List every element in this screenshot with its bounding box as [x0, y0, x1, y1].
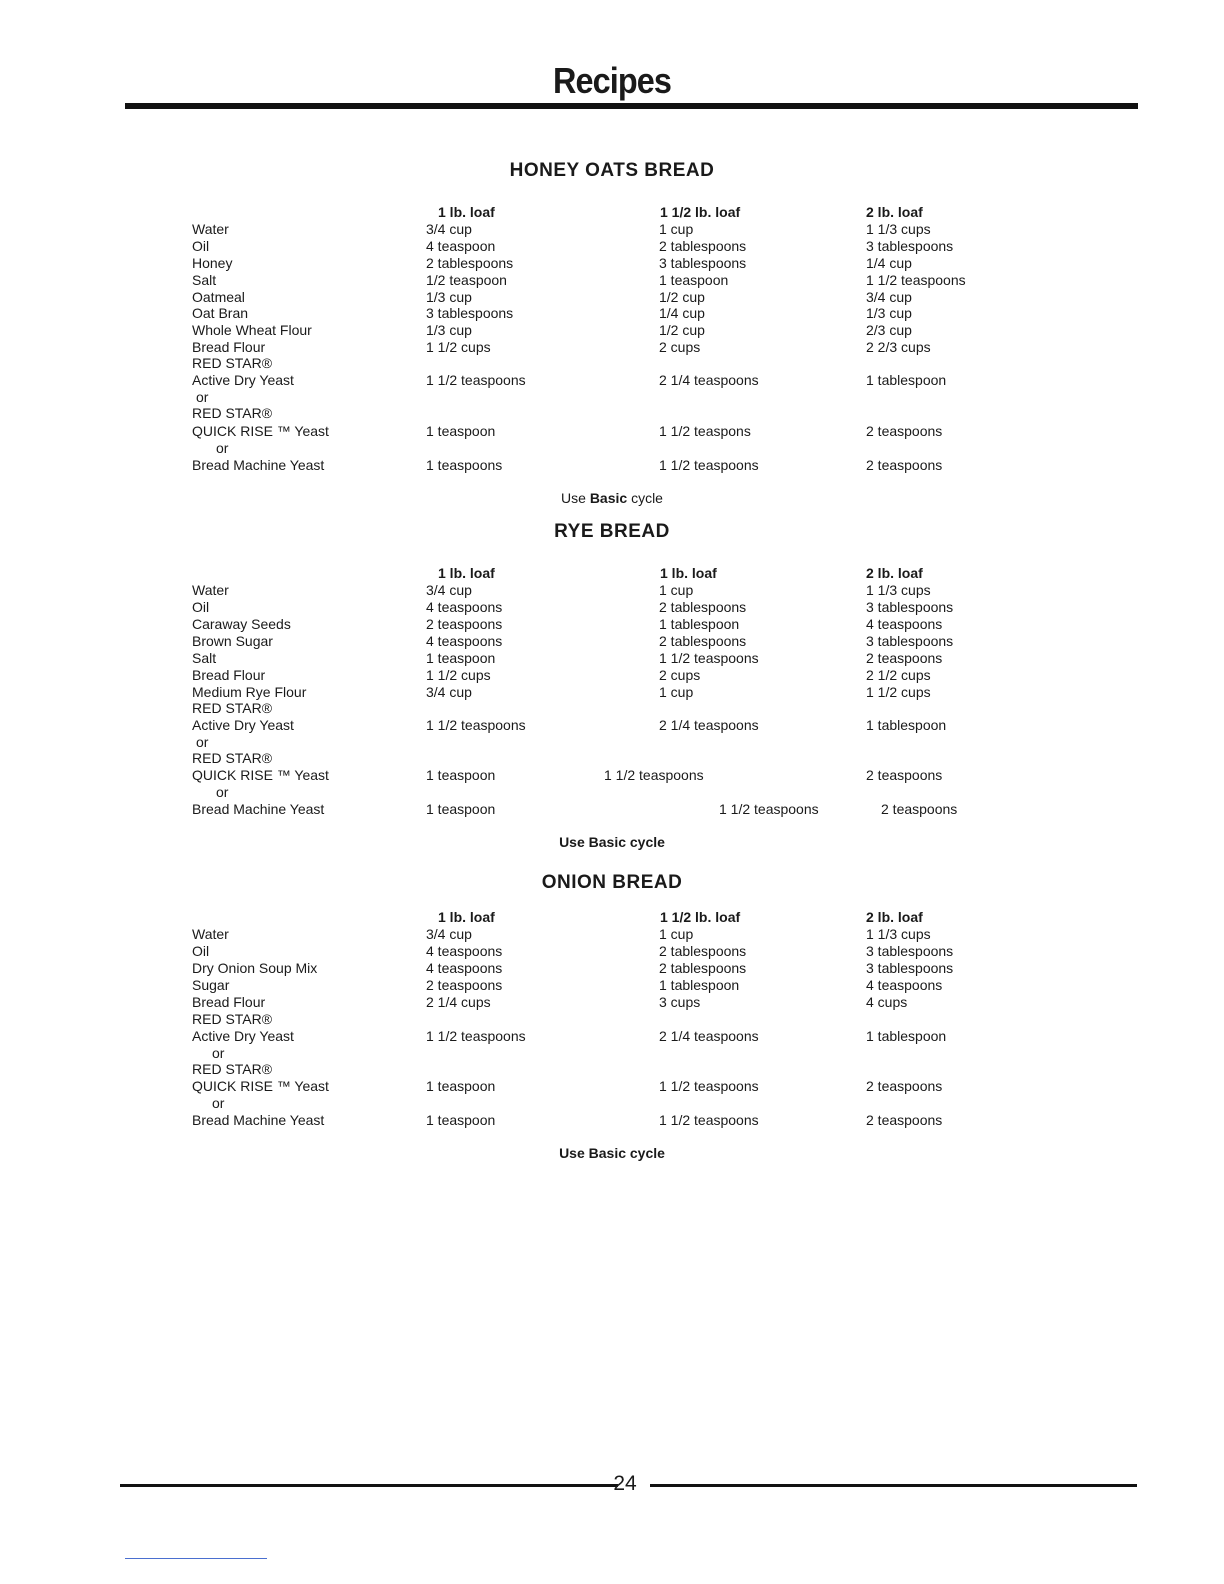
amount-mid: 2 tablespoons [659, 599, 747, 615]
amount-mid: 1 1/2 teaspoons [659, 1078, 759, 1094]
table-row [0, 767, 1224, 784]
amount-1lb: 1 1/2 cups [426, 339, 491, 355]
amount-2lb: 2 teaspoons [866, 767, 943, 783]
amount-mid: 1 tablespoon [659, 616, 740, 632]
ingredient-name: or [216, 784, 229, 800]
ingredient-name: Brown Sugar [192, 633, 273, 649]
amount-mid: 1/4 cup [659, 305, 705, 321]
amount-1lb: 1 1/2 teaspoons [426, 717, 526, 733]
amount-2lb: 2 teaspoons [866, 423, 943, 439]
amount-1lb: 2 teaspoons [426, 977, 503, 993]
ingredient-name: or [216, 440, 229, 456]
table-row [0, 667, 1224, 684]
amount-2lb: 2 teaspoons [866, 457, 943, 473]
amount-1lb: 1/3 cup [426, 289, 472, 305]
table-row [0, 372, 1224, 389]
amount-mid: 2 tablespoons [659, 960, 747, 976]
amount-1lb: 1 teaspoon [426, 1078, 496, 1094]
table-row [0, 784, 1224, 801]
amount-mid: 2 cups [659, 339, 701, 355]
cycle-note [0, 490, 1224, 506]
amount-2lb: 4 cups [866, 994, 908, 1010]
ingredient-name: RED STAR® [192, 700, 273, 716]
amount-1lb: 1 teaspoon [426, 650, 496, 666]
ingredient-name: RED STAR® [192, 405, 273, 421]
amount-mid: 1 1/2 teaspoons [719, 801, 819, 817]
amount-1lb: 1 teaspoons [426, 457, 503, 473]
amount-2lb: 3 tablespoons [866, 943, 954, 959]
ingredient-name: Salt [192, 272, 217, 288]
ingredient-name: Medium Rye Flour [192, 684, 307, 700]
table-row [0, 943, 1224, 960]
table-row [0, 355, 1224, 372]
ingredient-name: or [212, 1045, 225, 1061]
column-header: 1 lb. loaf [438, 909, 495, 925]
table-row [0, 994, 1224, 1011]
amount-mid: 2 1/4 teaspoons [659, 717, 759, 733]
column-header: 1 1/2 lb. loaf [660, 909, 741, 925]
amount-1lb: 1/2 teaspoon [426, 272, 507, 288]
ingredient-name: Oil [192, 599, 210, 615]
ingredient-name: Water [192, 582, 229, 598]
ingredient-name: Oatmeal [192, 289, 245, 305]
amount-2lb: 3 tablespoons [866, 633, 954, 649]
amount-2lb: 2 teaspoons [866, 650, 943, 666]
amount-1lb: 4 teaspoons [426, 960, 503, 976]
ingredient-name: Whole Wheat Flour [192, 322, 312, 338]
amount-1lb: 1 teaspoon [426, 423, 496, 439]
table-row [0, 322, 1224, 339]
amount-1lb: 2 tablespoons [426, 255, 514, 271]
ingredient-name: or [196, 389, 209, 405]
amount-1lb: 3/4 cup [426, 684, 472, 700]
table-row [0, 339, 1224, 356]
amount-2lb: 2 teaspoons [866, 1078, 943, 1094]
ingredient-name: Oat Bran [192, 305, 249, 321]
table-row [0, 272, 1224, 289]
table-row [0, 1045, 1224, 1062]
column-header: 1 lb. loaf [438, 204, 495, 220]
table-row [0, 305, 1224, 322]
amount-2lb: 3/4 cup [866, 289, 912, 305]
page-title: Recipes [553, 60, 671, 101]
recipe-title-honey-oats: HONEY OATS BREAD [509, 160, 715, 181]
table-header-row [0, 565, 1224, 582]
ingredient-name: Oil [192, 943, 210, 959]
table-row [0, 633, 1224, 650]
ingredient-name: or [212, 1095, 225, 1111]
amount-2lb: 1 tablespoon [866, 372, 947, 388]
ingredient-name: Active Dry Yeast [192, 717, 294, 733]
amount-mid: 1 cup [659, 684, 694, 700]
recipe-title-onion: ONION BREAD [541, 872, 683, 893]
amount-mid: 3 cups [659, 994, 701, 1010]
amount-2lb: 1 1/2 cups [866, 684, 931, 700]
amount-2lb: 4 teaspoons [866, 616, 943, 632]
amount-2lb: 2 teaspoons [866, 1112, 943, 1128]
amount-mid: 1/2 cup [659, 322, 705, 338]
ingredient-name: RED STAR® [192, 750, 273, 766]
amount-2lb: 3 tablespoons [866, 599, 954, 615]
ingredient-name: Active Dry Yeast [192, 1028, 294, 1044]
amount-1lb: 3 tablespoons [426, 305, 514, 321]
column-header: 1 lb. loaf [660, 565, 717, 581]
amount-1lb: 4 teaspoons [426, 633, 503, 649]
amount-2lb: 1 1/3 cups [866, 926, 931, 942]
table-row [0, 238, 1224, 255]
amount-mid: 1 1/2 teaspoons [659, 457, 759, 473]
table-row [0, 255, 1224, 272]
ingredient-name: RED STAR® [192, 355, 273, 371]
table-row [0, 801, 1224, 818]
amount-1lb: 4 teaspoons [426, 599, 503, 615]
table-row [0, 1061, 1224, 1078]
amount-mid: 1 1/2 teaspoons [659, 1112, 759, 1128]
ingredient-name: Salt [192, 650, 217, 666]
column-header: 2 lb. loaf [866, 204, 923, 220]
ingredient-name: or [196, 734, 209, 750]
ingredient-name: Caraway Seeds [192, 616, 291, 632]
ingredient-name: Water [192, 926, 229, 942]
ingredient-name: Oil [192, 238, 210, 254]
amount-mid: 1 1/2 teaspoons [659, 650, 759, 666]
title-rule [125, 103, 1138, 109]
ingredient-name: Bread Machine Yeast [192, 801, 325, 817]
ingredient-name: Bread Machine Yeast [192, 1112, 325, 1128]
ingredient-name: Bread Flour [192, 667, 266, 683]
amount-2lb: 1/3 cup [866, 305, 912, 321]
cycle-name: Basic [589, 490, 628, 506]
column-header: 2 lb. loaf [866, 565, 923, 581]
amount-1lb: 1 1/2 teaspoons [426, 1028, 526, 1044]
column-header: 1 1/2 lb. loaf [660, 204, 741, 220]
table-row [0, 616, 1224, 633]
page-number: 24 [613, 1472, 637, 1495]
table-row [0, 1028, 1224, 1045]
ingredient-name: QUICK RISE ™ Yeast [192, 423, 329, 439]
amount-mid: 2 cups [659, 667, 701, 683]
amount-1lb: 3/4 cup [426, 926, 472, 942]
ingredient-name: Dry Onion Soup Mix [192, 960, 318, 976]
amount-mid: 1 1/2 teaspons [659, 423, 751, 439]
link-underline [125, 1558, 267, 1559]
ingredient-name: Honey [192, 255, 233, 271]
ingredient-name: QUICK RISE ™ Yeast [192, 1078, 329, 1094]
amount-mid: 2 tablespoons [659, 633, 747, 649]
table-row [0, 960, 1224, 977]
table-row [0, 684, 1224, 701]
table-row [0, 717, 1224, 734]
table-row [0, 389, 1224, 406]
table-row [0, 1112, 1224, 1129]
cycle-suffix: cycle [631, 490, 663, 506]
table-row [0, 440, 1224, 457]
amount-2lb: 1 tablespoon [866, 1028, 947, 1044]
table-row [0, 926, 1224, 943]
table-row [0, 599, 1224, 616]
column-header: 2 lb. loaf [866, 909, 923, 925]
table-row [0, 582, 1224, 599]
table-row [0, 221, 1224, 238]
amount-mid: 1 teaspoon [659, 272, 729, 288]
table-row [0, 289, 1224, 306]
table-row [0, 457, 1224, 474]
amount-1lb: 4 teaspoon [426, 238, 496, 254]
amount-1lb: 1 1/2 cups [426, 667, 491, 683]
table-row [0, 1078, 1224, 1095]
ingredient-name: RED STAR® [192, 1011, 273, 1027]
amount-1lb: 2 1/4 cups [426, 994, 491, 1010]
table-row [0, 700, 1224, 717]
amount-2lb: 2 1/2 cups [866, 667, 931, 683]
amount-mid: 1 tablespoon [659, 977, 740, 993]
table-row [0, 1095, 1224, 1112]
table-row [0, 405, 1224, 422]
amount-2lb: 1 1/3 cups [866, 221, 931, 237]
cycle-prefix: Use [561, 490, 586, 506]
footer-rule-left [120, 1484, 618, 1487]
amount-mid: 1 1/2 teaspoons [604, 767, 704, 783]
amount-2lb: 2/3 cup [866, 322, 912, 338]
recipe-title-rye: RYE BREAD [554, 521, 670, 542]
amount-1lb: 1 teaspoon [426, 801, 496, 817]
amount-mid: 2 tablespoons [659, 238, 747, 254]
amount-1lb: 4 teaspoons [426, 943, 503, 959]
amount-mid: 2 1/4 teaspoons [659, 1028, 759, 1044]
amount-2lb: 1/4 cup [866, 255, 912, 271]
amount-mid: 1 cup [659, 221, 694, 237]
amount-2lb: 1 tablespoon [866, 717, 947, 733]
amount-1lb: 1/3 cup [426, 322, 472, 338]
amount-2lb: 1 1/2 teaspoons [866, 272, 966, 288]
amount-mid: 1 cup [659, 582, 694, 598]
ingredient-name: QUICK RISE ™ Yeast [192, 767, 329, 783]
ingredient-name: Bread Flour [192, 994, 266, 1010]
table-row [0, 650, 1224, 667]
amount-mid: 2 1/4 teaspoons [659, 372, 759, 388]
ingredient-name: Bread Flour [192, 339, 266, 355]
amount-1lb: 1 teaspoon [426, 1112, 496, 1128]
amount-2lb: 3 tablespoons [866, 238, 954, 254]
amount-2lb: 1 1/3 cups [866, 582, 931, 598]
amount-1lb: 3/4 cup [426, 221, 472, 237]
table-header-row [0, 909, 1224, 926]
table-row [0, 423, 1224, 440]
table-row [0, 977, 1224, 994]
amount-mid: 1/2 cup [659, 289, 705, 305]
amount-1lb: 2 teaspoons [426, 616, 503, 632]
amount-1lb: 3/4 cup [426, 582, 472, 598]
ingredient-name: Water [192, 221, 229, 237]
amount-mid: 1 cup [659, 926, 694, 942]
ingredient-name: Bread Machine Yeast [192, 457, 325, 473]
table-row [0, 750, 1224, 767]
amount-mid: 2 tablespoons [659, 943, 747, 959]
amount-2lb: 2 teaspoons [881, 801, 958, 817]
amount-mid: 3 tablespoons [659, 255, 747, 271]
cycle-note: Use Basic cycle [559, 834, 665, 850]
table-row [0, 734, 1224, 751]
ingredient-name: Sugar [192, 977, 230, 993]
table-header-row [0, 204, 1224, 221]
ingredient-name: Active Dry Yeast [192, 372, 294, 388]
table-row [0, 1011, 1224, 1028]
amount-2lb: 3 tablespoons [866, 960, 954, 976]
column-header: 1 lb. loaf [438, 565, 495, 581]
amount-1lb: 1 1/2 teaspoons [426, 372, 526, 388]
footer-rule-right [650, 1484, 1137, 1487]
amount-1lb: 1 teaspoon [426, 767, 496, 783]
ingredient-name: RED STAR® [192, 1061, 273, 1077]
amount-2lb: 2 2/3 cups [866, 339, 931, 355]
cycle-note: Use Basic cycle [559, 1145, 665, 1161]
amount-2lb: 4 teaspoons [866, 977, 943, 993]
